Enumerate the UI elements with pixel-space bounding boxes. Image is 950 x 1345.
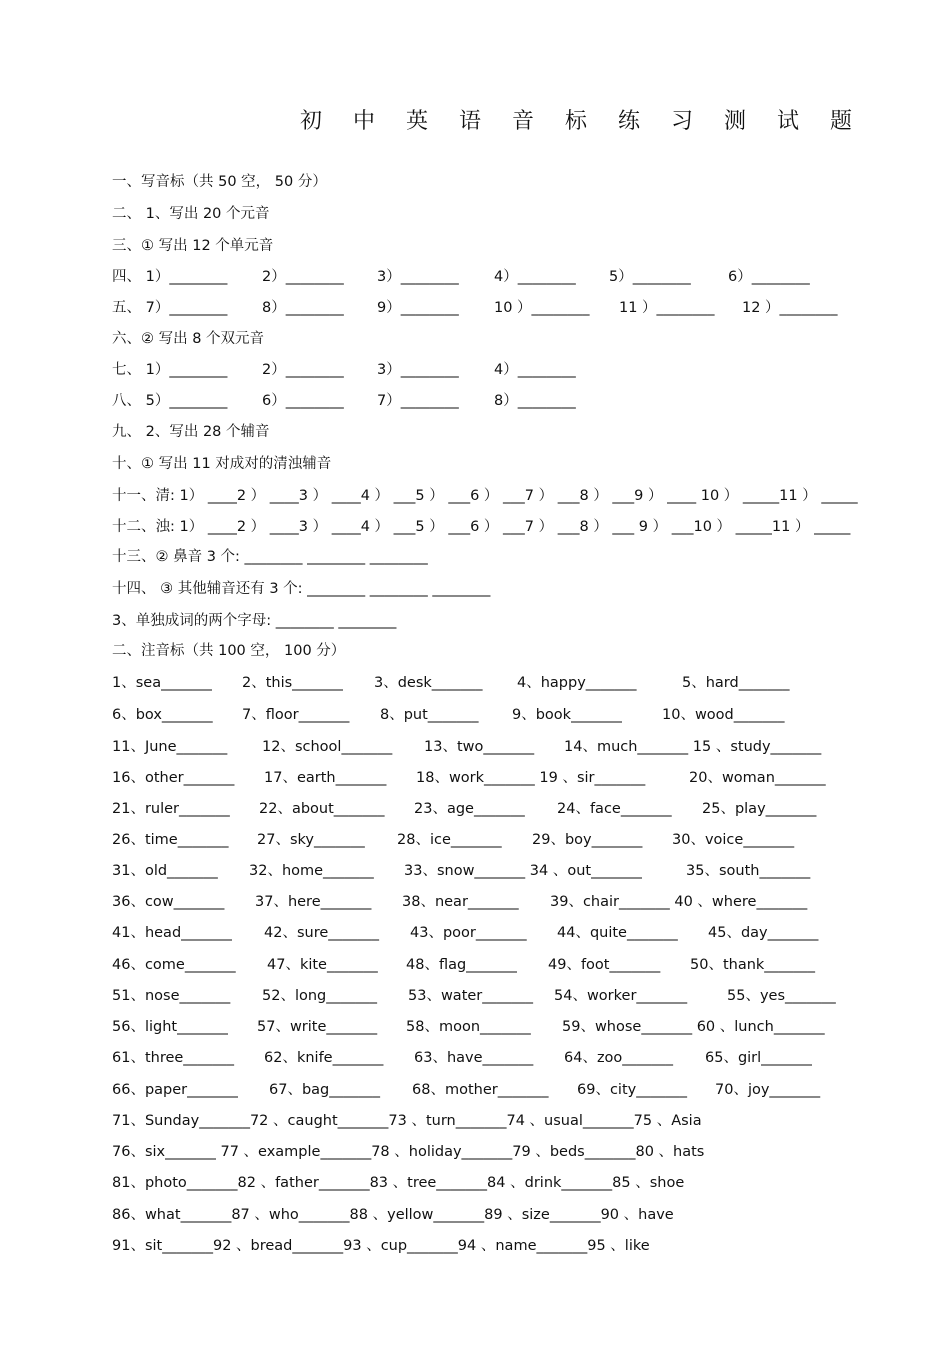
worksheet-item: 3、单独成词的两个字母: ________ ________ [112,613,397,629]
worksheet-item: 八、 5）________ [112,393,228,409]
worksheet-item: 26、time_______ [112,832,229,848]
worksheet-item: 9）________ [377,300,459,316]
worksheet-item: 47、kite_______ [267,957,378,973]
worksheet-item: 2）________ [262,362,344,378]
worksheet-item: 42、sure_______ [264,925,380,941]
worksheet-item: 48、flag_______ [406,957,517,973]
worksheet-item: 4、happy_______ [517,675,637,691]
worksheet-item: 8）________ [494,393,576,409]
worksheet-item: 二、注音标（共 100 空， 100 分） [112,643,346,659]
worksheet-item: 六、② 写出 8 个双元音 [112,331,265,347]
worksheet-item: 31、old_______ [112,863,218,879]
worksheet-item: 二、 1、写出 20 个元音 [112,206,270,222]
worksheet-item: 55、yes_______ [727,988,836,1004]
worksheet-item: 一、写音标（共 50 空， 50 分） [112,174,327,190]
worksheet-item: 27、sky_______ [257,832,365,848]
worksheet-item: 8）________ [262,300,344,316]
worksheet-item: 10 ）________ [494,300,590,316]
worksheet-item: 6）________ [728,269,810,285]
worksheet-item: 41、head_______ [112,925,232,941]
worksheet-item: 九、 2、写出 28 个辅音 [112,424,270,440]
worksheet-item: 36、cow_______ [112,894,225,910]
worksheet-item: 67、bag_______ [269,1082,380,1098]
worksheet-item: 3）________ [377,362,459,378]
worksheet-item: 38、near_______ [402,894,519,910]
worksheet-item: 四、 1）________ [112,269,228,285]
worksheet-item: 18、work_______ 19 、sir_______ [416,770,646,786]
worksheet-item: 20、woman_______ [689,770,826,786]
worksheet-item: 5、hard_______ [682,675,790,691]
worksheet-item: 6）________ [262,393,344,409]
worksheet-item: 28、ice_______ [397,832,502,848]
worksheet-item: 22、about_______ [259,801,385,817]
worksheet-item: 1、sea_______ [112,675,212,691]
worksheet-item: 14、much_______ 15 、study_______ [564,739,822,755]
worksheet-item: 5）________ [609,269,691,285]
worksheet-item: 11 ）________ [619,300,715,316]
worksheet-item: 53、water_______ [408,988,534,1004]
worksheet-item: 65、girl_______ [705,1050,812,1066]
worksheet-item: 七、 1）________ [112,362,228,378]
worksheet-item: 63、have_______ [414,1050,534,1066]
worksheet-item: 13、two_______ [424,739,535,755]
worksheet-item: 4）________ [494,362,576,378]
worksheet-item: 11、June_______ [112,739,228,755]
worksheet-item: 70、joy_______ [715,1082,821,1098]
worksheet-item: 68、mother_______ [412,1082,549,1098]
worksheet-item: 21、ruler_______ [112,801,230,817]
worksheet-item: 2、this_______ [242,675,343,691]
worksheet-item: 64、zoo_______ [564,1050,674,1066]
worksheet-item: 39、chair_______ 40 、where_______ [550,894,808,910]
worksheet-item: 51、nose_______ [112,988,231,1004]
worksheet-item: 71、Sunday_______72 、caught_______73 、turn_______74 、usual_______75 、Asia [112,1113,702,1129]
worksheet-item: 2）________ [262,269,344,285]
worksheet-item: 81、photo_______82 、father_______83 、tree_______84 、drink_______85 、shoe [112,1175,685,1191]
worksheet-item: 66、paper_______ [112,1082,238,1098]
worksheet-item: 76、six_______ 77 、example_______78 、holiday_______79 、beds_______80 、hats [112,1144,705,1160]
worksheet-item: 30、voice_______ [672,832,795,848]
worksheet-item: 23、age_______ [414,801,525,817]
worksheet-item: 10、wood_______ [662,707,785,723]
worksheet-item: 3）________ [377,269,459,285]
worksheet-item: 十二、浊: 1） ____2 ） ____3 ） ____4 ） ___5 ） ___6 ） ___7 ） ___8 ） ___ 9 ） ___10 ） _____11 ） _____ [112,519,851,535]
worksheet-item: 57、write_______ [257,1019,378,1035]
worksheet-item: 十一、清: 1） ____2 ） ____3 ） ____4 ） ___5 ） ___6 ） ___7 ） ___8 ） ___9 ） ____ 10 ） _____11 ） _____ [112,488,858,504]
worksheet-item: 91、sit_______92 、bread_______93 、cup_______94 、name_______95 、like [112,1238,650,1254]
worksheet-item: 50、thank_______ [690,957,816,973]
worksheet-item: 37、here_______ [255,894,372,910]
worksheet-item: 52、long_______ [262,988,377,1004]
worksheet-item: 29、boy_______ [532,832,643,848]
worksheet-item: 7、floor_______ [242,707,350,723]
worksheet-item: 17、earth_______ [264,770,387,786]
worksheet-item: 8、put_______ [380,707,479,723]
worksheet-item: 25、play_______ [702,801,817,817]
worksheet-item: 16、other_______ [112,770,235,786]
worksheet-item: 43、poor_______ [410,925,527,941]
worksheet-item: 58、moon_______ [406,1019,531,1035]
worksheet-item: 54、worker_______ [554,988,688,1004]
worksheet-item: 12 ）________ [742,300,838,316]
worksheet-item: 56、light_______ [112,1019,228,1035]
worksheet-item: 69、city_______ [577,1082,687,1098]
worksheet-item: 4）________ [494,269,576,285]
worksheet-item: 12、school_______ [262,739,393,755]
worksheet-item: 59、whose_______ 60 、lunch_______ [562,1019,825,1035]
worksheet-item: 61、three_______ [112,1050,235,1066]
worksheet-item: 24、face_______ [557,801,672,817]
worksheet-item: 三、① 写出 12 个单元音 [112,238,274,254]
worksheet-item: 33、snow_______ 34 、out_______ [404,863,642,879]
worksheet-item: 62、knife_______ [264,1050,384,1066]
worksheet-item: 7）________ [377,393,459,409]
worksheet-item: 45、day_______ [708,925,819,941]
page-title: 初中英语音标练习测试题 [300,109,884,134]
worksheet-item: 9、book_______ [512,707,622,723]
worksheet-item: 十三、② 鼻音 3 个: ________ ________ ________ [112,549,428,565]
worksheet-item: 44、quite_______ [557,925,678,941]
worksheet-item: 十四、 ③ 其他辅音还有 3 个: ________ ________ ________ [112,581,491,597]
worksheet-item: 3、desk_______ [374,675,483,691]
worksheet-item: 49、foot_______ [548,957,661,973]
worksheet-item: 五、 7）________ [112,300,228,316]
worksheet-item: 32、home_______ [249,863,374,879]
worksheet-item: 35、south_______ [686,863,811,879]
worksheet-item: 6、box_______ [112,707,213,723]
worksheet-item: 46、come_______ [112,957,236,973]
worksheet-item: 十、① 写出 11 对成对的清浊辅音 [112,456,332,472]
worksheet-item: 86、what_______87 、who_______88 、yellow_______89 、size_______90 、have [112,1207,674,1223]
